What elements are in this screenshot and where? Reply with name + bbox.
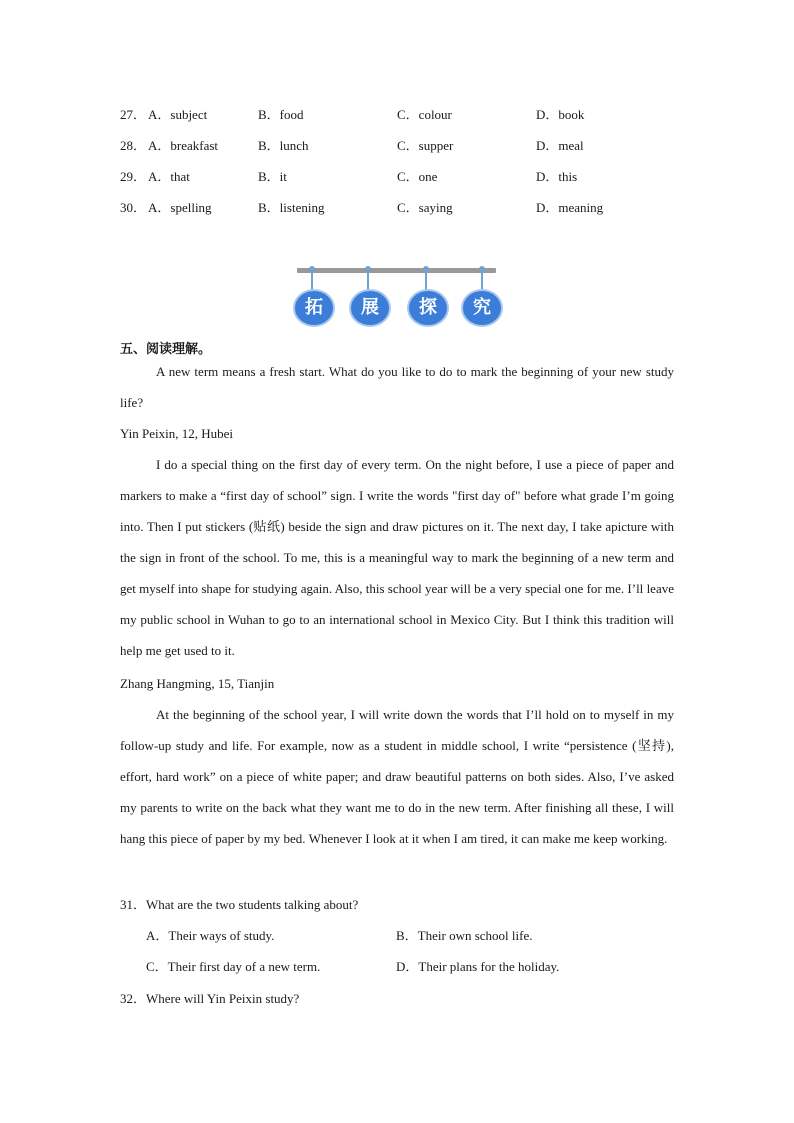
student-name: Yin Peixin, 12, Hubei (120, 426, 234, 441)
option-b: B．Their own school life. (396, 928, 533, 943)
banner-stem (311, 270, 313, 290)
question-number: 30． (120, 200, 147, 215)
student-text: At the beginning of the school year, I will write down the words that I’ll hold on to myself in my follow-up study and life. For example, now as a student in middle school, I write “persistence (坚持), effort, hard work” on a piece of white paper; and draw beautiful patterns on both sides. Also, I’ve asked my parents to write on the back what they want me to do in the new term. After finishing all these, I will hang this piece of paper by my bed. Whenever I look at it when I am tired, it can make me keep working. (120, 707, 674, 846)
banner-bar (297, 268, 496, 273)
section-title: 五、阅读理解。 (120, 342, 212, 357)
intro-paragraph (120, 356, 674, 418)
question-number: 28． (120, 138, 147, 153)
option-c: C．Their first day of a new term. (146, 959, 321, 974)
banner-char-circle: 展 (349, 289, 391, 327)
option-c: C．colour (397, 107, 452, 122)
question-28-options (120, 135, 680, 155)
question-30-options (120, 197, 680, 217)
option-b: B．it (258, 169, 287, 184)
option-a: A．that (148, 169, 190, 184)
banner-stem (425, 270, 427, 290)
banner-char-circle: 究 (461, 289, 503, 327)
question-27-options (120, 104, 680, 124)
option-b: B．listening (258, 200, 325, 215)
option-d: D．this (536, 169, 578, 184)
option-b: B．lunch (258, 138, 309, 153)
banner-char-circle: 拓 (293, 289, 335, 327)
question-number: 27． (120, 107, 147, 122)
option-c: C．supper (397, 138, 454, 153)
banner-char-circle: 探 (407, 289, 449, 327)
option-a: A．breakfast (148, 138, 219, 153)
student-paragraph (120, 449, 674, 666)
option-a: A．spelling (148, 200, 212, 215)
option-d: D．meaning (536, 200, 604, 215)
option-c: C．one (397, 169, 438, 184)
question-29-options (120, 166, 680, 186)
option-c: C．saying (397, 200, 453, 215)
option-a: A．subject (148, 107, 208, 122)
section-banner (290, 262, 510, 330)
option-b: B．food (258, 107, 304, 122)
student-text: I do a special thing on the first day of every term. On the night before, I use a piece of paper and markers to make a “first day of school” sign. I write the words "first day of" before what grade I’m going into. Then I put stickers (贴纸) beside the sign and draw pictures on it. The next day, I take apicture with the sign in front of the school. To me, this is a meaningful way to mark the beginning of a new term and get myself into shape for studying again. Also, this school year will be a very special one for me. I’ll leave my public school in Wuhan to go to an international school in Mexico City. But I think this tradition will help me get used to it. (120, 457, 674, 658)
question-number: 29． (120, 169, 147, 184)
option-d: D．Their plans for the holiday. (396, 959, 560, 974)
student-paragraph (120, 699, 674, 854)
option-d: D．meal (536, 138, 584, 153)
question-32: 32．Where will Yin Peixin study? (120, 991, 300, 1006)
question-31: 31．What are the two students talking about? (120, 897, 359, 912)
student-name: Zhang Hangming, 15, Tianjin (120, 676, 275, 691)
option-a: A．Their ways of study. (146, 928, 275, 943)
banner-stem (481, 270, 483, 290)
option-d: D．book (536, 107, 585, 122)
banner-stem (367, 270, 369, 290)
intro-text: A new term means a fresh start. What do you like to do to mark the beginning of your new study life? (120, 364, 674, 410)
